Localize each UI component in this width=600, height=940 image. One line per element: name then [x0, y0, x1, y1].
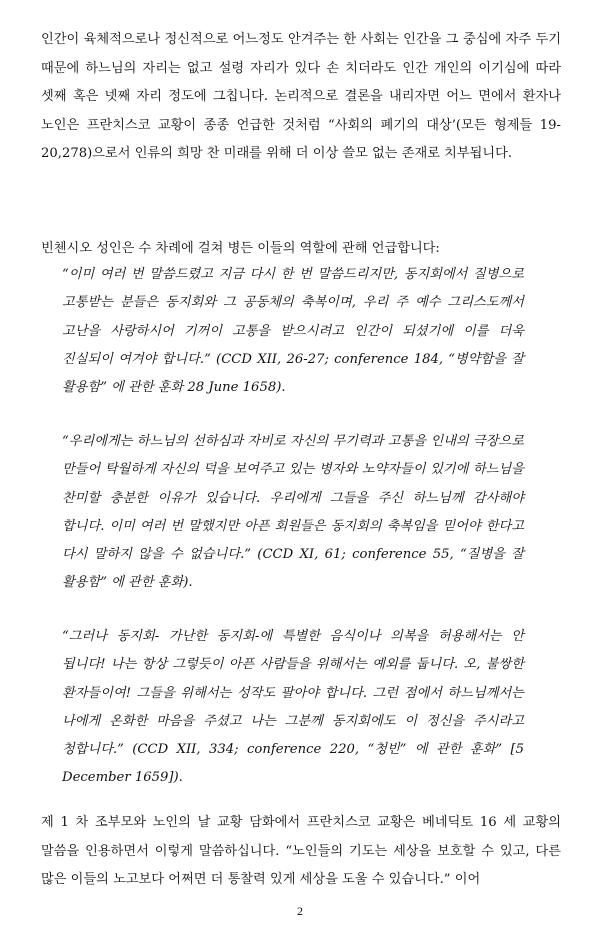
quote-block-3: “그러나 동지회- 가난한 동지회-에 특별한 음식이나 의복을 허용해서는 안 됩니다! 나는 항상 그렇듯이 아픈 사람들을 위해서는 예외를 둡니다. 오, 불쌍한 환자들이여! 그들을 위해서는 성작도 팔아야 합니다. 그런 점에서 하느님께서는 나에게 온화한 마음을 주셨고 나는 그분께 동지회에도 이 정신을 주시라고 청합니다.” (CCD XII, 334; conference 220, “청빈” 에 관한 훈화” [5 December 1659]). [62, 629, 524, 786]
paragraph-pope-message: 제 1 차 조부모와 노인의 날 교황 담화에서 프란치스코 교황은 베네딕토 16 세 교황의 말씀을 인용하면서 이렇게 말씀하십니다. “노인들의 기도는 세상을 보호할 수 있고, 다른 많은 이들의 노고보다 어쩌면 더 통찰력 있게 세상을 도울 수 있습니다.” 이어 [41, 815, 561, 887]
quote-block-1: “이미 여러 번 말씀드렸고 지금 다시 한 번 말씀드리지만, 동지회에서 질병으로 고통받는 분들은 동지회와 그 공동체의 축복이며, 우리 주 예수 그리스도께서 고난을 사랑하시어 기꺼이 고통을 받으시려고 인간이 되셨기에 이를 더욱 진실되이 여겨야 합니다.” (CCD XII, 26-27; conference 184, “병약함을 잘 활용함” 에 관한 훈화 28 June 1658). [62, 267, 524, 396]
quote-block-2: “우리에게는 하느님의 선하심과 자비로 자신의 무기력과 고통을 인내의 극장으로 만들어 탁월하게 자신의 덕을 보여주고 있는 병자와 노약자들이 있기에 하느님을 찬미할 충분한 이유가 있습니다. 우리에게 그들을 주신 하느님께 감사해야 합니다. 이미 여러 번 말했지만 아픈 회원들은 동지회의 축복임을 믿어야 한다고 다시 말하지 않을 수 없습니다.” (CCD XI, 61; conference 55, “질병을 잘 활용함” 에 관한 훈화). [62, 434, 524, 591]
paragraph-intro: 인간이 육체적으로나 정신적으로 어느정도 안겨주는 한 사회는 인간을 그 중심에 자주 두기 때문에 하느님의 자리는 없고 설령 자리가 있다 손 치더라도 인간 개인의 이기심에 따라 셋째 혹은 넷째 자리 정도에 그칩니다. 논리적으로 결론을 내리자면 어느 면에서 환자나 노인은 프란치스코 교황이 종종 언급한 것처럼 “사회의 폐기의 대상’(모든 형제들 19-20,278)으로서 인류의 희망 찬 미래를 위해 더 이상 쓸모 없는 존재로 치부됩니다. [41, 32, 561, 161]
page-number: 2 [297, 904, 303, 918]
paragraph-vincent-intro: 빈첸시오 성인은 수 차례에 걸쳐 병든 이들의 역할에 관해 언급합니다: [41, 241, 440, 256]
